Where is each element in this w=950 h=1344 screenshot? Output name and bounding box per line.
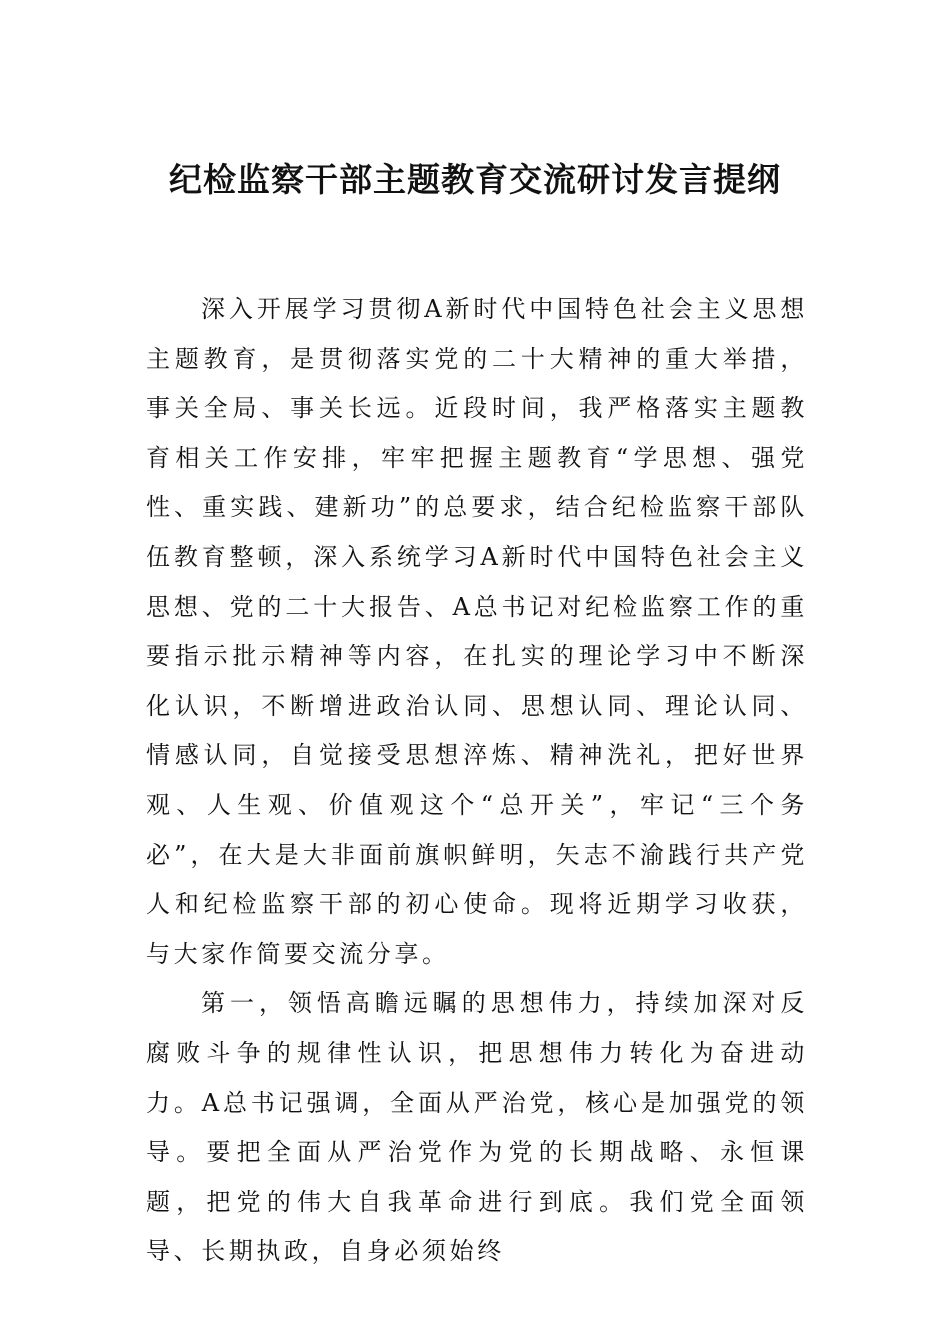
paragraph-intro: 深入开展学习贯彻A新时代中国特色社会主义思想主题教育，是贯彻落实党的二十大精神的重大举措，事关全局、事关长远。近段时间，我严格落实主题教育相关工作安排，牢牢把握主题教育“学思想、强党性、重实践、建新功”的总要求，结合纪检监察干部队伍教育整顿，深入系统学习A新时代中国特色社会主义思想、党的二十大报告、A总书记对纪检监察工作的重要指示批示精神等内容，在扎实的理论学习中不断深化认识，不断增进政治认同、思想认同、理论认同、情感认同，自觉接受思想淬炼、精神洗礼，把好世界观、人生观、价值观这个“总开关”，牢记“三个务必”，在大是大非面前旗帜鲜明，矢志不渝践行共产党人和纪检监察干部的初心使命。现将近期学习收获，与大家作简要交流分享。 [146,295,808,968]
document-body [146,285,808,1277]
paragraph-first-point: 第一，领悟高瞻远瞩的思想伟力，持续加深对反腐败斗争的规律性认识，把思想伟力转化为奋进动力。A总书记强调，全面从严治党，核心是加强党的领导。要把全面从严治党作为党的长期战略、永恒课题，把党的伟大自我革命进行到底。我们党全面领导、长期执政，自身必须始终 [146,989,808,1266]
document-title: 纪检监察干部主题教育交流研讨发言提纲 [169,160,781,199]
